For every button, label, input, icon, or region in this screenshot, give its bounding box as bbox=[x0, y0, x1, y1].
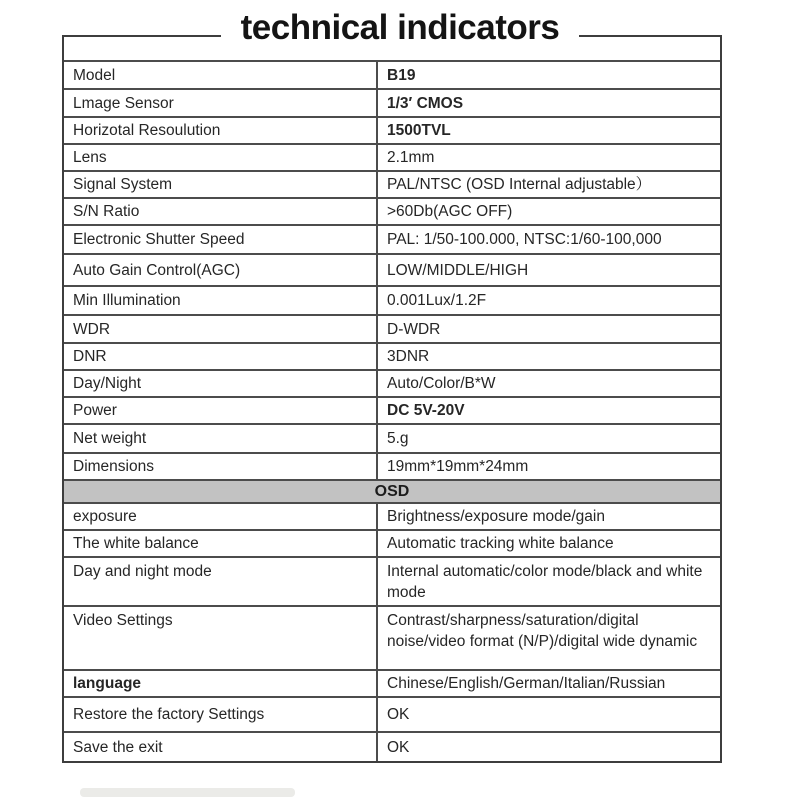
spec-value: >60Db(AGC OFF) bbox=[387, 203, 513, 220]
page-title: technical indicators bbox=[221, 6, 580, 50]
spec-value: Automatic tracking white balance bbox=[387, 535, 614, 552]
table-row bbox=[64, 143, 720, 170]
table-row bbox=[64, 452, 720, 479]
spec-label: Lmage Sensor bbox=[64, 90, 378, 116]
spec-label: DNR bbox=[64, 344, 378, 369]
table-row bbox=[64, 253, 720, 285]
table-row bbox=[64, 529, 720, 556]
spec-value: 1500TVL bbox=[387, 122, 451, 139]
spec-label: The white balance bbox=[64, 531, 378, 556]
spec-value: 19mm*19mm*24mm bbox=[387, 458, 529, 475]
spec-label: Dimensions bbox=[64, 454, 378, 479]
spec-value: 0.001Lux/1.2F bbox=[387, 292, 487, 309]
spec-value: LOW/MIDDLE/HIGH bbox=[387, 261, 529, 279]
spec-value: DC 5V-20V bbox=[387, 402, 465, 419]
table-row bbox=[64, 197, 720, 224]
table-row bbox=[64, 60, 720, 88]
spec-table bbox=[62, 35, 722, 763]
table-row bbox=[64, 731, 720, 761]
table-row bbox=[64, 669, 720, 696]
table-row bbox=[64, 314, 720, 342]
table-row bbox=[64, 88, 720, 116]
table-row bbox=[64, 396, 720, 423]
spec-label: Restore the factory Settings bbox=[64, 698, 378, 731]
spec-value: Auto/Color/B*W bbox=[387, 375, 496, 392]
table-row bbox=[64, 224, 720, 253]
table-row bbox=[64, 369, 720, 396]
section-header-row bbox=[64, 479, 720, 502]
spec-label: Net weight bbox=[64, 425, 378, 452]
table-row bbox=[64, 285, 720, 314]
spec-value: 2.1mm bbox=[387, 149, 435, 166]
spec-label: WDR bbox=[64, 316, 378, 342]
spec-value: OK bbox=[387, 706, 410, 723]
spec-value: Chinese/English/German/Italian/Russian bbox=[387, 675, 666, 692]
spec-label: Save the exit bbox=[64, 733, 378, 761]
spec-label: Min Illumination bbox=[64, 287, 378, 314]
spec-value: Internal automatic/color mode/black and white mode bbox=[387, 563, 703, 601]
spec-label: exposure bbox=[64, 504, 378, 529]
spec-value: D-WDR bbox=[387, 320, 441, 338]
spec-value: PAL: 1/50-100.000, NTSC:1/60-100,000 bbox=[387, 231, 662, 248]
table-row bbox=[64, 605, 720, 669]
spec-label: S/N Ratio bbox=[64, 199, 378, 224]
table-row bbox=[64, 342, 720, 369]
spec-label: Day and night mode bbox=[64, 558, 378, 605]
spec-label: Video Settings bbox=[64, 607, 378, 669]
spec-label: Model bbox=[64, 62, 378, 88]
spec-label: Lens bbox=[64, 145, 378, 170]
table-row bbox=[64, 423, 720, 452]
spec-label: Signal System bbox=[64, 172, 378, 197]
spec-label: language bbox=[64, 671, 378, 696]
table-row bbox=[64, 170, 720, 197]
spec-value: OK bbox=[387, 738, 410, 756]
spec-value: Contrast/sharpness/saturation/digital noise/video format (N/P)/digital wide dynamic bbox=[387, 612, 698, 650]
spec-value: 1/3′ CMOS bbox=[387, 94, 464, 112]
spec-label: Horizotal Resoulution bbox=[64, 118, 378, 143]
spec-label: Electronic Shutter Speed bbox=[64, 226, 378, 253]
spec-label: Day/Night bbox=[64, 371, 378, 396]
table-row bbox=[64, 696, 720, 731]
table-row bbox=[64, 556, 720, 605]
spec-value: B19 bbox=[387, 66, 416, 84]
spec-value: Brightness/exposure mode/gain bbox=[387, 508, 605, 525]
spec-value: 3DNR bbox=[387, 348, 430, 365]
spec-value: PAL/NTSC (OSD Internal adjustable） bbox=[387, 176, 652, 193]
table-row bbox=[64, 116, 720, 143]
spec-label: Auto Gain Control(AGC) bbox=[64, 255, 378, 285]
spec-label: Power bbox=[64, 398, 378, 423]
spec-value: 5.g bbox=[387, 430, 409, 447]
bottom-smudge bbox=[80, 788, 295, 797]
section-title: OSD bbox=[374, 482, 410, 500]
table-row bbox=[64, 502, 720, 529]
